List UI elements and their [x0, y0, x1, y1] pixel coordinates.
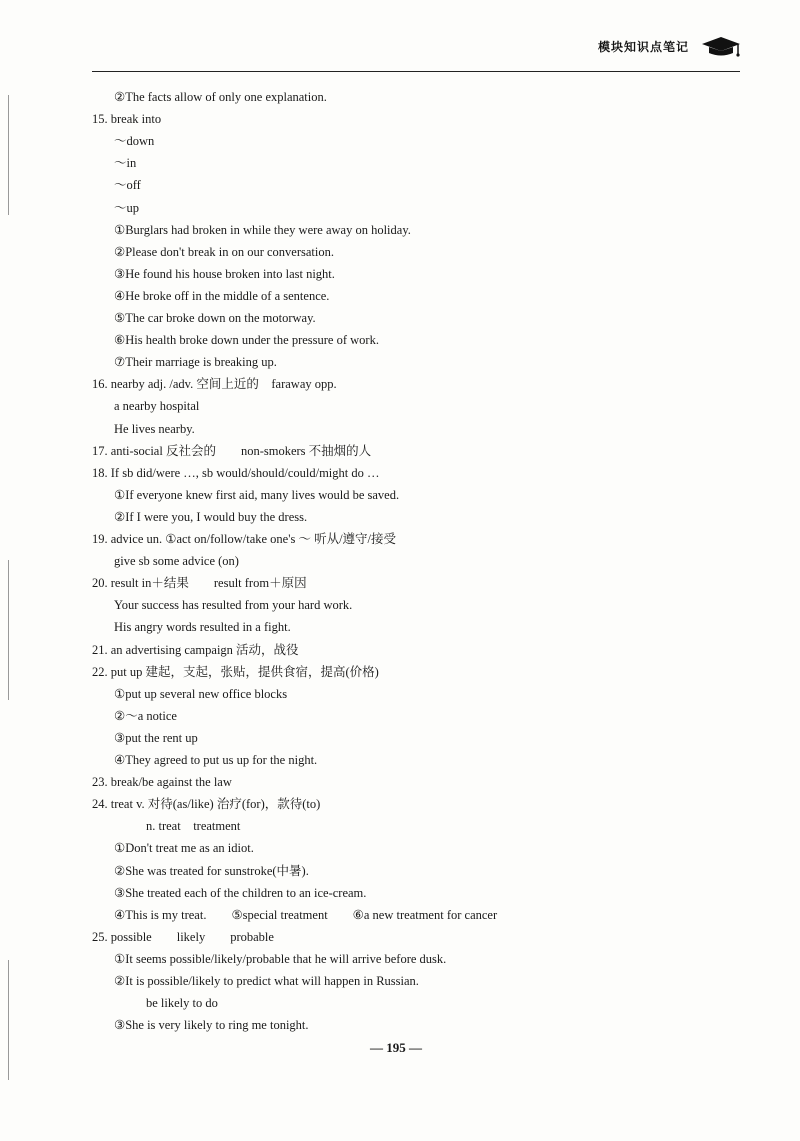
entry-line: ～down [114, 134, 155, 149]
entry-line: His angry words resulted in a fight. [114, 620, 291, 635]
entry-line: He lives nearby. [114, 421, 195, 436]
header-title: 模块知识点笔记 [598, 40, 690, 54]
entry-line: ②She was treated for sunstroke(中暑). [114, 863, 309, 878]
entry-line: ②～a notice [114, 708, 177, 723]
entry-heading: 22. put up 建起，支起，张贴，提供食宿，提高(价格) [92, 664, 379, 679]
entry-line: n. treat treatment [146, 819, 241, 834]
entry-heading: 23. break/be against the law [92, 775, 232, 790]
entry-line: ④This is my treat. ⑤special treatment ⑥a new treatment for cancer [114, 907, 498, 922]
entry-line: ④They agreed to put us up for the night. [114, 753, 318, 767]
entry-line: ～up [114, 200, 140, 215]
entry-heading: 20. result in＋结果 result from＋原因 [92, 576, 307, 591]
entry-line: ③He found his house broken into last night. [114, 266, 335, 281]
margin-line [8, 560, 9, 700]
entry-line: ④He broke off in the middle of a sentence. [114, 288, 330, 303]
entry-line: ⑦Their marriage is breaking up. [114, 355, 277, 370]
entry-line: ①Burglars had broken in while they were away on holiday. [114, 222, 411, 237]
entry-line: ③put the rent up [114, 730, 198, 745]
entry-line: give sb some advice (on) [114, 554, 239, 569]
entry-heading: 15. break into [92, 112, 162, 127]
entry-line: ②It is possible/likely to predict what will happen in Russian. [114, 974, 419, 988]
entry-line: ①It seems possible/likely/probable that he will arrive before dusk. [114, 951, 447, 966]
entry-line: ⑥His health broke down under the pressure of work. [114, 333, 379, 348]
entry-line: a nearby hospital [114, 399, 200, 414]
entry-heading: 24. treat v. 对待(as/like) 治疗(for)，款待(to) [92, 797, 321, 812]
entry-line: ⑤The car broke down on the motorway. [114, 311, 316, 325]
header-rule [92, 71, 740, 72]
margin-line [8, 960, 9, 1080]
entry-line: ～in [114, 156, 137, 171]
entry-line: be likely to do [146, 996, 218, 1011]
graduation-cap-icon [700, 34, 742, 60]
entry-heading: 21. an advertising campaign 活动，战役 [92, 642, 299, 657]
entry-line: ②The facts allow of only one explanation. [114, 90, 327, 104]
entry-heading: 18. If sb did/were …, sb would/should/could/might do … [92, 465, 380, 480]
entry-line: ①Don't treat me as an idiot. [114, 841, 254, 856]
entry-line: ～off [114, 178, 141, 193]
entry-line: ①If everyone knew first aid, many lives would be saved. [114, 487, 400, 502]
entry-line: Your success has resulted from your hard work. [114, 598, 353, 613]
entry-line: ①put up several new office blocks [114, 686, 288, 701]
entry-heading: 17. anti-social 反社会的 non-smokers 不抽烟的人 [92, 443, 372, 458]
entry-heading: 19. advice un. ①act on/follow/take one's ～ 听从/遵守/接受 [92, 532, 397, 546]
entry-line: ③She is very likely to ring me tonight. [114, 1018, 309, 1033]
page-number: — 195 — [370, 1040, 422, 1055]
entry-heading: 16. nearby adj. /adv. 空间上近的 faraway opp. [92, 377, 337, 392]
entry-line: ②If I were you, I would buy the dress. [114, 509, 308, 524]
entry-line: ②Please don't break in on our conversation. [114, 244, 335, 259]
entry-line: ③She treated each of the children to an ice-cream. [114, 885, 367, 900]
entry-heading: 25. possible likely probable [92, 929, 274, 944]
margin-line [8, 95, 9, 215]
